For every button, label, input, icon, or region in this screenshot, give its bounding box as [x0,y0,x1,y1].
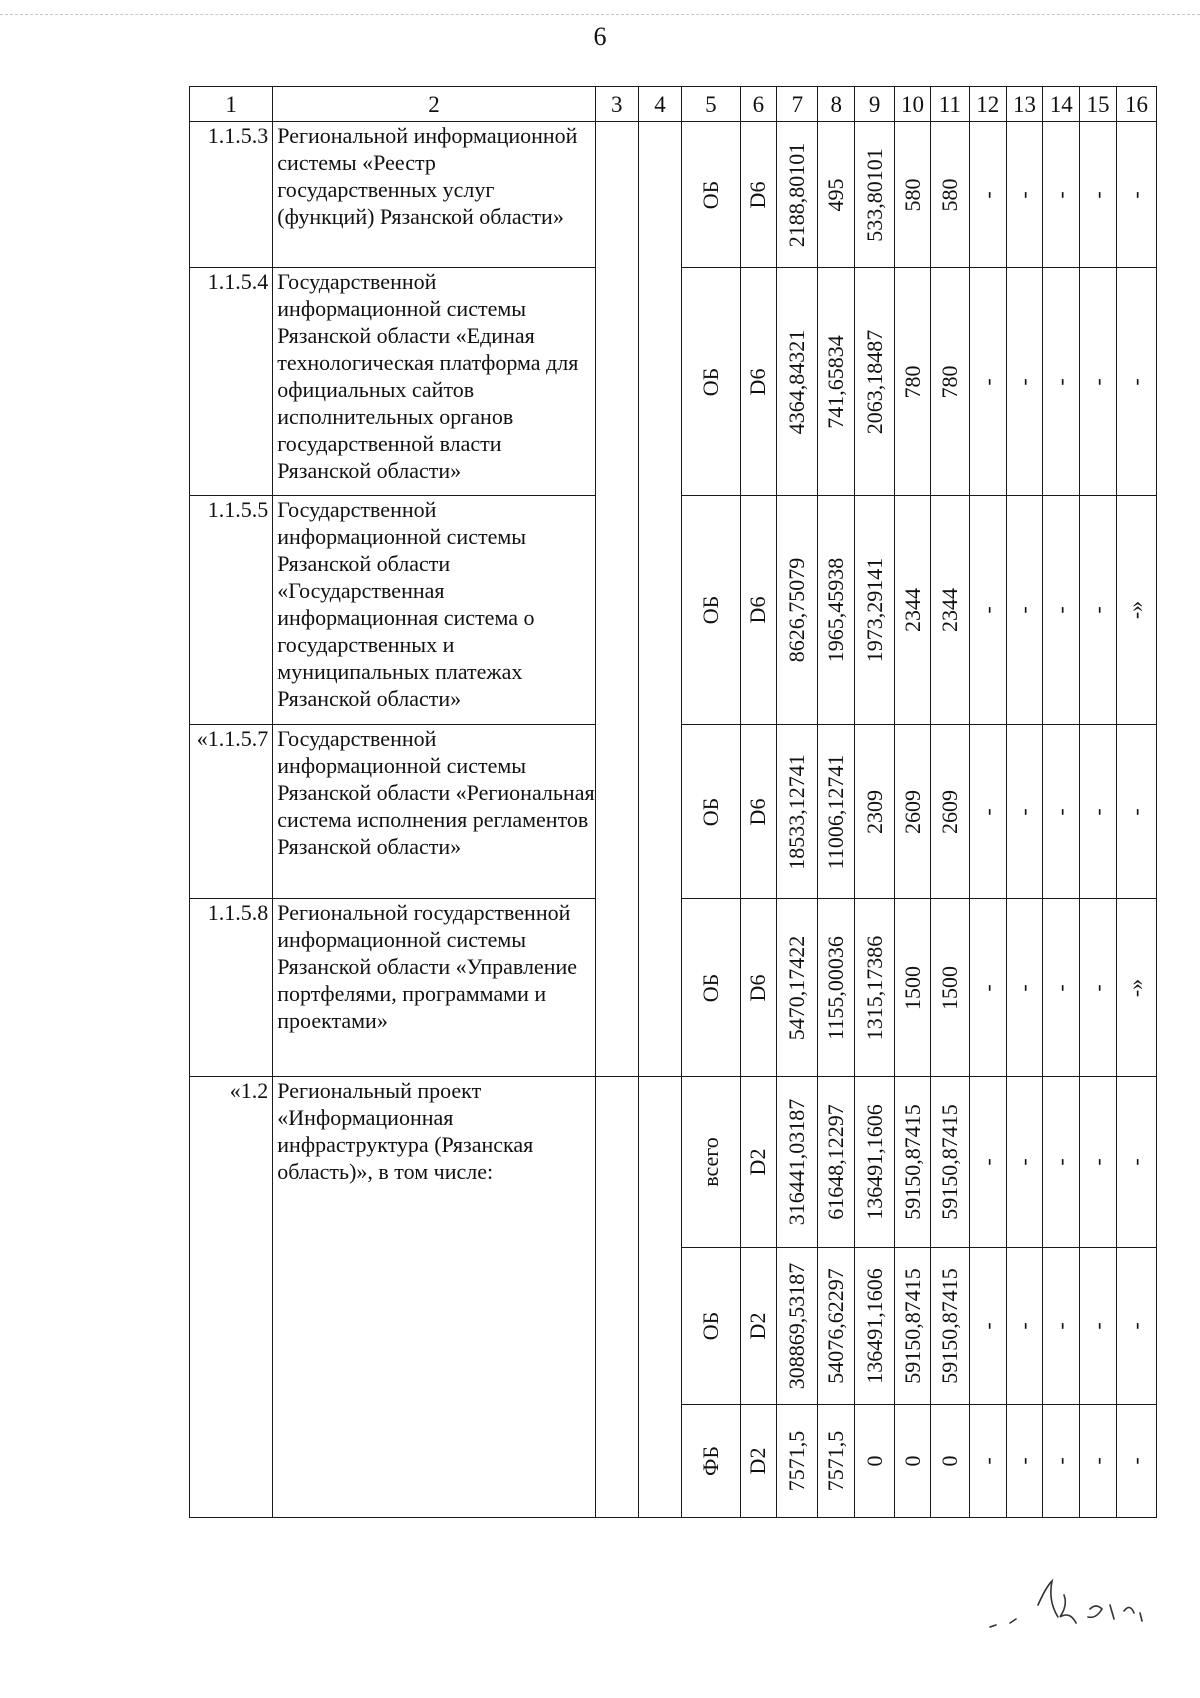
col13-cell: - [1006,899,1043,1077]
year1-cell: 495 [818,122,855,268]
col4-cell [638,122,681,1077]
kbk-cell: D2 [740,1248,777,1405]
total-cell: 18533,12741 [777,725,818,899]
total-cell: 308869,53187 [777,1248,818,1405]
header-cell: 1 [190,87,273,122]
col15-cell: - [1080,496,1117,725]
header-cell: 3 [595,87,638,122]
kbk-cell: D6 [740,496,777,725]
header-cell: 7 [777,87,818,122]
row-name: Региональной информационной системы «Реестр государственных услуг (функций) Рязанской области» [273,122,595,268]
row-name: Региональной государственной информационной системы Рязанской области «Управление портфелями, программами и проектами» [273,899,595,1077]
row-name: Государственной информационной системы Рязанской области «Единая технологическая платформа для официальных сайтов исполнительных органов государственной власти Рязанской области» [273,268,595,496]
col12-cell: - [969,1248,1006,1405]
year2-cell: 0 [855,1405,895,1518]
kbk-cell: D6 [740,725,777,899]
col16-cell: - [1116,122,1156,268]
year2-cell: 136491,1606 [855,1077,895,1248]
kbk-cell: D6 [740,268,777,496]
total-cell: 2188,80101 [777,122,818,268]
header-cell: 10 [895,87,931,122]
header-cell: 9 [855,87,895,122]
col16-cell: - [1116,1077,1156,1248]
year1-cell: 741,65834 [818,268,855,496]
row-name: Государственной информационной системы Рязанской области «Государственная информационная система о государственных и муниципальных платежах Рязанской области» [273,496,595,725]
header-cell: 12 [969,87,1006,122]
row-code: 1.1.5.4 [190,268,273,496]
col12-cell: - [969,122,1006,268]
col12-cell: - [969,496,1006,725]
source-cell: ОБ [682,725,740,899]
row-code: «1.1.5.7 [190,725,273,899]
source-cell: ОБ [682,268,740,496]
year4-cell: 1500 [930,899,969,1077]
col13-cell: - [1006,496,1043,725]
row-code: 1.1.5.3 [190,122,273,268]
col13-cell: - [1006,268,1043,496]
row-code: «1.2 [190,1077,273,1518]
col14-cell: - [1043,1077,1080,1248]
col13-cell: - [1006,1248,1043,1405]
kbk-cell: D2 [740,1077,777,1248]
col14-cell: - [1043,122,1080,268]
year2-cell: 533,80101 [855,122,895,268]
row-name: Региональный проект «Информационная инфраструктура (Рязанская область)», в том числе: [273,1077,595,1518]
header-cell: 2 [273,87,595,122]
col13-cell: - [1006,122,1043,268]
budget-table [189,86,1157,1518]
col14-cell: - [1043,268,1080,496]
col15-cell: - [1080,1077,1117,1248]
year3-cell: 1500 [895,899,931,1077]
total-cell: 316441,03187 [777,1077,818,1248]
year3-cell: 0 [895,1405,931,1518]
row-code: 1.1.5.5 [190,496,273,725]
col13-cell: - [1006,1405,1043,1518]
col14-cell: - [1043,1405,1080,1518]
source-cell: ОБ [682,899,740,1077]
table-row [190,122,1157,268]
col13-cell: - [1006,1077,1043,1248]
col16-cell: -» [1116,899,1156,1077]
year1-cell: 7571,5 [818,1405,855,1518]
col14-cell: - [1043,1248,1080,1405]
year3-cell: 59150,87415 [895,1248,931,1405]
kbk-cell: D2 [740,1405,777,1518]
col16-cell: - [1116,1248,1156,1405]
col15-cell: - [1080,268,1117,496]
header-cell: 11 [930,87,969,122]
year4-cell: 0 [930,1405,969,1518]
col14-cell: - [1043,725,1080,899]
kbk-cell: D6 [740,122,777,268]
source-cell: всего [682,1077,740,1248]
header-cell: 8 [818,87,855,122]
col15-cell: - [1080,122,1117,268]
year4-cell: 580 [930,122,969,268]
header-cell: 14 [1043,87,1080,122]
year1-cell: 1155,00036 [818,899,855,1077]
year3-cell: 59150,87415 [895,1077,931,1248]
col12-cell: - [969,1077,1006,1248]
col12-cell: - [969,899,1006,1077]
col12-cell: - [969,1405,1006,1518]
header-cell: 5 [682,87,740,122]
source-cell: ОБ [682,496,740,725]
year1-cell: 1965,45938 [818,496,855,725]
col12-cell: - [969,725,1006,899]
total-cell: 5470,17422 [777,899,818,1077]
row-code: 1.1.5.8 [190,899,273,1077]
source-cell: ФБ [682,1405,740,1518]
year4-cell: 780 [930,268,969,496]
scan-artifact-line [0,14,1200,15]
header-cell: 16 [1116,87,1156,122]
col4-cell [638,1077,681,1518]
header-row [190,87,1157,122]
header-cell: 15 [1080,87,1117,122]
total-cell: 8626,75079 [777,496,818,725]
total-cell: 7571,5 [777,1405,818,1518]
col15-cell: - [1080,725,1117,899]
total-cell: 4364,84321 [777,268,818,496]
year2-cell: 136491,1606 [855,1248,895,1405]
handwritten-signature [980,1565,1170,1645]
col16-cell: - [1116,268,1156,496]
col15-cell: - [1080,1405,1117,1518]
col16-cell: - [1116,1405,1156,1518]
kbk-cell: D6 [740,899,777,1077]
table-row [190,1077,1157,1248]
row-name: Государственной информационной системы Рязанской области «Региональная система исполнения регламентов Рязанской области» [273,725,595,899]
year3-cell: 2344 [895,496,931,725]
year3-cell: 580 [895,122,931,268]
header-cell: 13 [1006,87,1043,122]
year1-cell: 11006,12741 [818,725,855,899]
col14-cell: - [1043,496,1080,725]
year3-cell: 780 [895,268,931,496]
col16-cell: - [1116,725,1156,899]
year3-cell: 2609 [895,725,931,899]
year1-cell: 54076,62297 [818,1248,855,1405]
year2-cell: 2063,18487 [855,268,895,496]
col12-cell: - [969,268,1006,496]
year4-cell: 2609 [930,725,969,899]
col16-cell: -» [1116,496,1156,725]
col15-cell: - [1080,899,1117,1077]
col3-cell [595,1077,638,1518]
source-cell: ОБ [682,122,740,268]
col14-cell: - [1043,899,1080,1077]
year1-cell: 61648,12297 [818,1077,855,1248]
year4-cell: 2344 [930,496,969,725]
header-cell: 6 [740,87,777,122]
page-number: 6 [593,22,607,51]
year2-cell: 2309 [855,725,895,899]
year2-cell: 1973,29141 [855,496,895,725]
col15-cell: - [1080,1248,1117,1405]
year4-cell: 59150,87415 [930,1248,969,1405]
header-cell: 4 [638,87,681,122]
year2-cell: 1315,17386 [855,899,895,1077]
col3-cell [595,122,638,1077]
col13-cell: - [1006,725,1043,899]
source-cell: ОБ [682,1248,740,1405]
year4-cell: 59150,87415 [930,1077,969,1248]
